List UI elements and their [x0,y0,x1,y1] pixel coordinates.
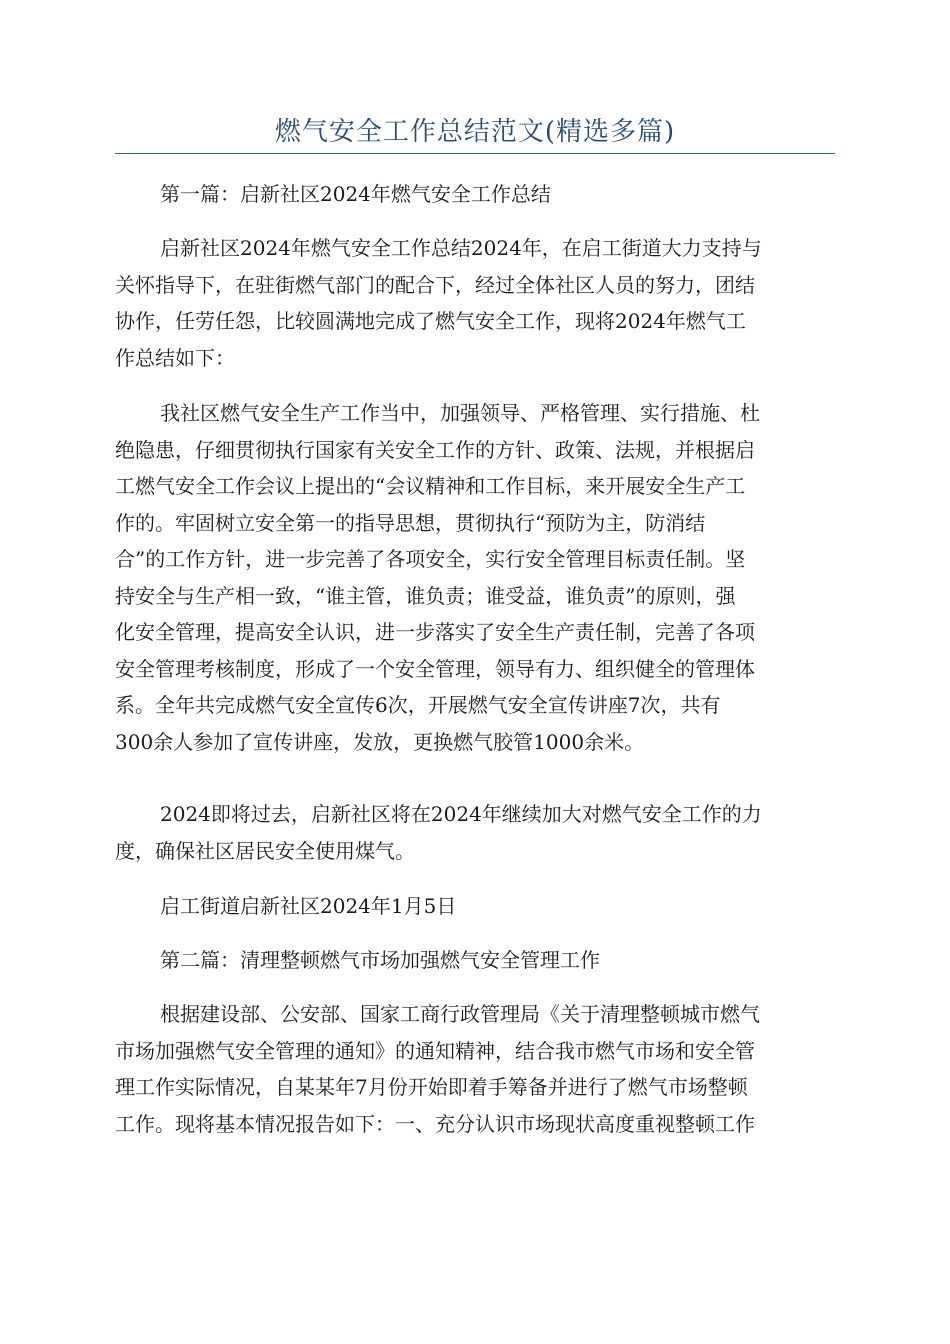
text-line: 化安全管理，提高安全认识，进一步落实了安全生产责任制，完善了各项 [115,620,755,644]
text-line: 合”的工作方针，进一步完善了各项安全，实行安全管理目标责任制。坚 [115,547,746,571]
text-line: 300余人参加了宣传讲座，发放，更换燃气胶管1000余米。 [115,729,645,754]
text-line: 工燃气安全工作会议上提出的“会议精神和工作目标，来开展安全生产工 [115,474,746,498]
text-line: 作的。牢固树立安全第一的指导思想，贯彻执行“预防为主，防消结 [115,510,706,535]
text-line: 第二篇：清理整顿燃气市场加强燃气安全管理工作 [160,948,600,972]
text-line: 持安全与生产相一致，“谁主管，谁负责；谁受益，谁负责”的原则，强 [115,583,736,608]
paragraph-part-one-heading [115,176,835,213]
text-line: 启新社区2024年燃气安全工作总结2024年，在启工街道大力支持与 [160,236,762,260]
text-line: 协作，任劳任怨，比较圆满地完成了燃气安全工作，现将2024年燃气工 [115,309,746,333]
text-line: 第一篇：启新社区2024年燃气安全工作总结 [160,182,551,206]
text-line: 理工作实际情况，自某某年7月份开始即着手筹备并进行了燃气市场整顿 [115,1075,748,1099]
text-line: 2024即将过去，启新社区将在2024年继续加大对燃气安全工作的力 [160,802,762,826]
paragraph-intro [115,230,835,376]
text-line: 作总结如下： [115,345,235,370]
paragraph-part-two-heading [115,942,835,979]
text-line: 工作。现将基本情况报告如下：一、充分认识市场现状高度重视整顿工作 [115,1111,755,1136]
text-line: 根据建设部、公安部、国家工商行政管理局《关于清理整顿城市燃气 [160,1002,760,1026]
text-line: 市场加强燃气安全管理的通知》的通知精神，结合我市燃气市场和安全管 [115,1038,755,1063]
paragraph-safety-work [115,395,835,760]
text-line: 绝隐患，仔细贯彻执行国家有关安全工作的方针、政策、法规，并根据启 [115,437,755,462]
text-line: 系。全年共完成燃气安全宣传6次，开展燃气安全宣传讲座7次，共有 [115,693,721,717]
paragraph-outlook [115,796,835,869]
paragraph-market-rectification [115,996,835,1142]
document-title: 燃气安全工作总结范文(精选多篇) [274,117,676,147]
paragraph-signature-date [115,888,835,925]
text-line: 关怀指导下，在驻街燃气部门的配合下，经过全体社区人员的努力，团结 [115,272,755,297]
text-line: 启工街道启新社区2024年1月5日 [160,894,457,918]
text-line: 我社区燃气安全生产工作当中，加强领导、严格管理、实行措施、杜 [160,401,760,425]
text-line: 安全管理考核制度，形成了一个安全管理，领导有力、组织健全的管理体 [115,656,755,681]
text-line: 度，确保社区居民安全使用煤气。 [115,838,415,863]
title-underline [115,153,835,154]
